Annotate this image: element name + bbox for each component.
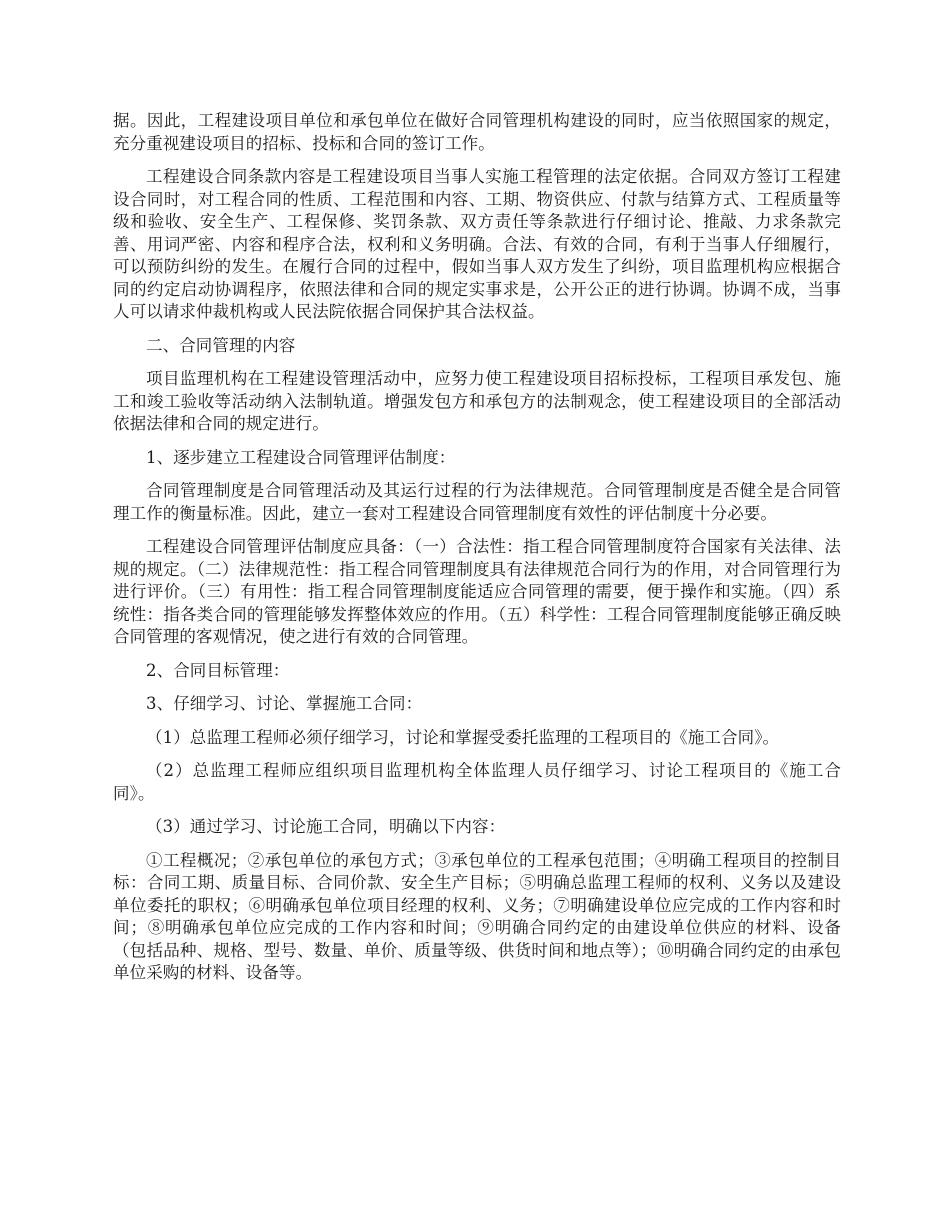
paragraph-evaluation-criteria: 工程建设合同管理评估制度应具备：（一）合法性：指工程合同管理制度符合国家有关法律、法规的规定。（二）法律规范性：指工程合同管理制度具有法律规范合同行为的作用，对合同管理行为进行评价。（三）有用性：指工程合同管理制度能适应合同管理的需要，便于操作和实施。（四）系统性：指各类合同的管理能够发挥整体效应的作用。（五）科学性：工程合同管理制度能够正确反映合同管理的客观情况，使之进行有效的合同管理。 [113, 537, 841, 646]
paragraph-item-1: （1）总监理工程师必须仔细学习，讨论和掌握受委托监理的工程项目的《施工合同》。 [146, 727, 780, 747]
subheading-evaluation-system: 1、逐步建立工程建设合同管理评估制度： [146, 447, 456, 467]
section-heading-contract-management: 二、合同管理的内容 [146, 335, 296, 355]
subheading-target-management: 2、合同目标管理： [146, 660, 290, 680]
subheading-study-contract: 3、仔细学习、讨论、掌握施工合同： [146, 694, 423, 713]
paragraph-content-list: ①工程概况；②承包单位的承包方式；③承包单位的工程承包范围；④明确工程项目的控制目标：合同工期、质量目标、合同价款、安全生产目标；⑤明确总监理工程师的权利、义务以及建设单位委托的职权；⑥明确承包单位项目经理的权利、义务；⑦明确建设单位应完成的工作内容和时间；⑧明确承包单位应完成的工作内容和时间；⑨明确合同约定的由建设单位供应的材料、设备（包括品种、规格、型号、数量、单价、质量等级、供货时间和地点等）；⑩明确合同约定的由承包单位采购的材料、设备等。 [113, 850, 841, 982]
paragraph-continuation: 据。因此，工程建设项目单位和承包单位在做好合同管理机构建设的同时，应当依照国家的规定，充分重视建设项目的招标、投标和合同的签订工作。 [113, 111, 841, 153]
paragraph-supervision-intro: 项目监理机构在工程建设管理活动中，应努力使工程建设项目招标投标，工程项目承发包、施工和竣工验收等活动纳入法制轨道。增强发包方和承包方的法制观念，使工程建设项目的全部活动依据法律和合同的规定进行。 [113, 369, 841, 433]
paragraph-management-system: 合同管理制度是合同管理活动及其运行过程的行为法律规范。合同管理制度是否健全是合同管理工作的衡量标准。因此，建立一套对工程建设合同管理制度有效性的评估制度十分必要。 [113, 481, 841, 523]
paragraph-item-2: （2）总监理工程师应组织项目监理机构全体监理人员仔细学习、讨论工程项目的《施工合同》。 [113, 761, 841, 803]
paragraph-item-3: （3）通过学习、讨论施工合同，明确以下内容： [146, 817, 506, 836]
paragraph-contract-terms: 工程建设合同条款内容是工程建设项目当事人实施工程管理的法定依据。合同双方签订工程建设合同时，对工程合同的性质、工程范围和内容、工期、物资供应、付款与结算方式、工程质量等级和验收、安全生产、工程保修、奖罚条款、双方责任等条款进行仔细讨论、推敲、力求条款完善、用词严密、内容和程序合法，权利和义务明确。合法、有效的合同，有利于当事人仔细履行，可以预防纠纷的发生。在履行合同的过程中，假如当事人双方发生了纠纷，项目监理机构应根据合同的约定启动协调程序，依照法律和合同的规定实事求是，公开公正的进行协调。协调不成，当事人可以请求仲裁机构或人民法院依据合同保护其合法权益。 [113, 167, 841, 321]
document-body [113, 110, 841, 996]
